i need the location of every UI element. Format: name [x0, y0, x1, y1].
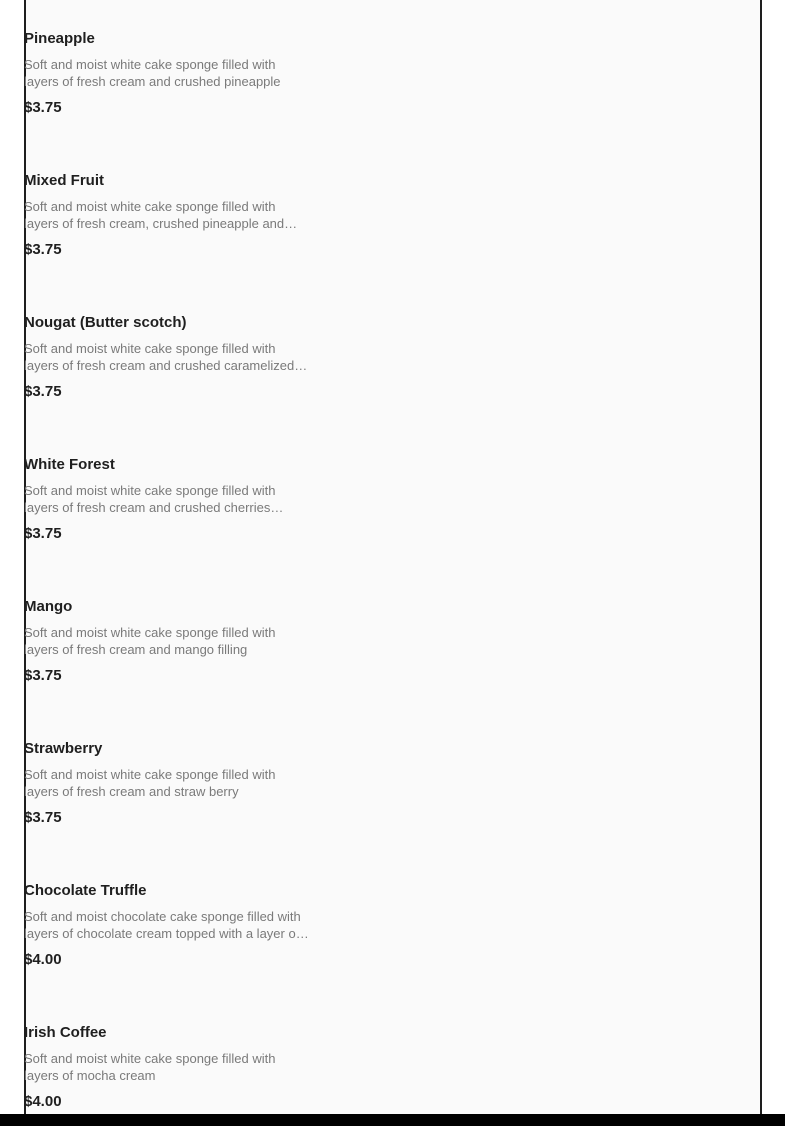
- item-description-line: layers of fresh cream and mango filling: [24, 642, 248, 657]
- item-description: [24, 908, 326, 942]
- item-description-line: Soft and moist white cake sponge filled with: [24, 57, 276, 72]
- item-description-line: Soft and moist chocolate cake sponge filled with: [24, 909, 301, 924]
- item-name: Nougat (Butter scotch): [24, 314, 187, 331]
- item-name: Strawberry: [24, 740, 103, 757]
- item-description-line: Soft and moist white cake sponge filled with: [24, 1051, 276, 1066]
- item-description-line: layers of fresh cream and crushed pineapple: [24, 74, 281, 89]
- item-description-line: layers of mocha cream: [24, 1068, 156, 1083]
- item-description: [24, 482, 326, 516]
- item-name: White Forest: [24, 456, 115, 473]
- menu-item-pineapple[interactable]: [24, 10, 354, 152]
- item-price: $3.75: [24, 667, 62, 684]
- item-price: $3.75: [24, 241, 62, 258]
- item-description-line: Soft and moist white cake sponge filled with: [24, 625, 276, 640]
- item-name: Mixed Fruit: [24, 172, 105, 189]
- item-description-line: layers of fresh cream and crushed cherries…: [24, 500, 284, 515]
- item-description: [24, 1050, 326, 1084]
- item-price: $3.75: [24, 383, 62, 400]
- item-description: [24, 766, 326, 800]
- item-price: $3.75: [24, 809, 62, 826]
- item-name: Irish Coffee: [24, 1024, 107, 1041]
- item-description: [24, 198, 326, 232]
- menu-item-strawberry[interactable]: [24, 720, 354, 862]
- item-description-line: layers of chocolate cream topped with a layer o…: [24, 926, 309, 941]
- item-description-line: layers of fresh cream and straw berry: [24, 784, 239, 799]
- item-description: [24, 624, 326, 658]
- menu-item-irish-coffee[interactable]: [24, 1004, 354, 1126]
- menu-item-chocolate-truffle[interactable]: [24, 862, 354, 1004]
- item-description-line: Soft and moist white cake sponge filled with: [24, 767, 276, 782]
- item-price: $3.75: [24, 99, 62, 116]
- system-navigation-bar: [0, 1114, 785, 1126]
- item-price: $4.00: [24, 1093, 62, 1110]
- menu-item-nougat[interactable]: [24, 294, 354, 436]
- menu-item-mixed-fruit[interactable]: [24, 152, 354, 294]
- item-description: [24, 56, 326, 90]
- item-name: Chocolate Truffle: [24, 882, 147, 899]
- item-name: Mango: [24, 598, 73, 615]
- item-name: Pineapple: [24, 30, 95, 47]
- item-price: $4.00: [24, 951, 62, 968]
- item-description-line: Soft and moist white cake sponge filled with: [24, 483, 276, 498]
- item-description-line: layers of fresh cream, crushed pineapple and…: [24, 216, 298, 231]
- item-description-line: layers of fresh cream and crushed caramelized…: [24, 358, 308, 373]
- menu-item-mango[interactable]: [24, 578, 354, 720]
- item-description: [24, 340, 326, 374]
- menu-item-white-forest[interactable]: [24, 436, 354, 578]
- item-price: $3.75: [24, 525, 62, 542]
- item-description-line: Soft and moist white cake sponge filled with: [24, 341, 276, 356]
- item-description-line: Soft and moist white cake sponge filled with: [24, 199, 276, 214]
